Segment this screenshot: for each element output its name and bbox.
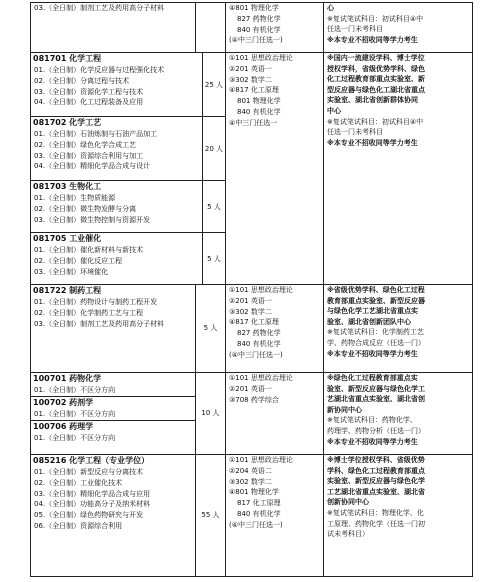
subject-item: ④801 物理化学 — [229, 4, 279, 12]
program-header: 100702 药剂学 — [31, 396, 195, 409]
quota-cell: 10 人 — [196, 373, 226, 455]
program-block — [31, 53, 225, 116]
note-line: ※国内一流建设学科、博士学位 — [327, 54, 425, 62]
subject-item: (④中三门任选一) — [229, 350, 283, 359]
note-line: ※本专业不招收同等学力考生 — [327, 138, 418, 147]
note-line: ※绿色化工过程教育部重点实 — [327, 374, 418, 382]
note-line: 试未考科目） — [327, 530, 369, 539]
subject-item: ④817 化工原理 — [229, 318, 279, 327]
direction-item: 03.（全日制）资源化学工程与技术 — [34, 87, 144, 96]
quota-cell — [196, 3, 226, 53]
subject-item: ③708 药学综合 — [229, 395, 279, 404]
subject-item: ③302 数学二 — [229, 75, 272, 84]
program-group-cell — [31, 53, 226, 285]
table-row — [31, 373, 473, 455]
note-line: 实验室、湖北省创新群体协同 — [327, 96, 418, 105]
subjects-cell — [226, 53, 324, 285]
subject-item: (④中三门任选一) — [229, 36, 283, 45]
subject-item: 817 化工原理 — [237, 499, 281, 508]
note-line: 授权学科，省级优势学科、绿色 — [327, 64, 425, 73]
subject-item: ①101 思想政治理论 — [229, 374, 293, 382]
table-row — [31, 455, 473, 577]
note-line: 学、药物合成反应（任选一门） — [327, 338, 425, 347]
subject-item: ①101 思想政治理论 — [229, 456, 293, 464]
note-line: 药理学、药物分析（任选一门） — [327, 426, 425, 435]
subject-item: 827 药物化学 — [237, 14, 281, 23]
subject-item: ②201 英语一 — [229, 64, 272, 73]
program-block — [31, 180, 225, 232]
direction-item: 01.（全日制）不区分方向 — [34, 386, 116, 394]
note-line: 验室、新型反应器与绿色化学工 — [327, 384, 425, 393]
note-line: ※复试笔试科目：初试科目④中 — [327, 14, 424, 23]
notes-cell — [324, 3, 473, 53]
direction-item: 03.（全日制）微生物控制与资源开发 — [34, 215, 151, 224]
subjects-cell — [226, 3, 324, 53]
note-line: ※本专业不招收同等学力考生 — [327, 437, 418, 446]
subjects-cell — [226, 455, 324, 577]
subject-item: ②201 英语一 — [229, 384, 272, 393]
note-line: ※博士学位授权学科、省级优势 — [327, 456, 425, 464]
program-cell — [31, 3, 196, 53]
direction-item: 04.（全日制）化工过程装备及应用 — [34, 98, 144, 107]
note-line: ※复试笔试科目：初试科目④中 — [327, 117, 424, 126]
subject-item: 840 有机化学 — [237, 339, 281, 348]
program-cell — [31, 285, 196, 373]
note-line: 化工过程教育部重点实验室、新 — [327, 75, 425, 84]
direction-item: 02.（全日制）催化反应工程 — [34, 256, 123, 265]
quota-cell: 55 人 — [196, 455, 226, 577]
note-line: 创新协同中心 — [327, 498, 369, 507]
program-block — [31, 232, 225, 284]
note-line: 新协同中心 — [327, 405, 362, 414]
direction-item: 04.（全日制）功能高分子及纳米材料 — [34, 500, 151, 509]
note-line: ※复试笔试科目：化学制药工艺 — [327, 328, 424, 337]
subject-item: ③302 数学二 — [229, 307, 272, 316]
note-line: 教育部重点实验室、新型反应器 — [327, 296, 425, 305]
direction-item: 05.（全日制）绿色药物研究与开发 — [34, 511, 144, 520]
direction-item: 02.（全日制）化学制药工艺与工程 — [34, 308, 144, 317]
subject-item: 840 有机化学 — [237, 509, 281, 518]
program-header: 081703 生物化工 — [33, 182, 102, 191]
note-line: ※本专业不招收同等学力考生 — [327, 349, 418, 358]
subjects-cell — [226, 373, 324, 455]
admissions-table — [30, 2, 473, 577]
direction-item: 02.（全日制）分离过程与技术 — [34, 76, 130, 85]
note-line: 工艺湖北省重点实验室、湖北省 — [327, 487, 425, 496]
direction-item: 03.（全日制）精细化学品合成与应用 — [34, 489, 151, 498]
quota-value: 5 人 — [202, 181, 225, 232]
direction-item: 01.（全日制）化学反应器与过程强化技术 — [34, 66, 165, 74]
note-line: ※本专业不招收同等学力考生 — [327, 35, 418, 44]
program-header: 081701 化学工程 — [33, 54, 102, 63]
subject-item: ④中三门任选一 — [229, 118, 278, 127]
note-line: 心 — [327, 4, 334, 12]
subject-item: 840 有机化学 — [237, 107, 281, 116]
quota-value: 5 人 — [202, 233, 225, 284]
quota-value: 20 人 — [202, 117, 225, 180]
note-line: 实验室、新型反应器与绿色化学 — [327, 477, 425, 486]
subject-item: ②201 英语一 — [229, 296, 272, 305]
note-line: ※省级优势学科、绿色化工过程 — [327, 286, 425, 294]
note-line: 与绿色化学工艺湖北省重点实 — [327, 307, 418, 316]
direction-item: 04.（全日制）精细化学品合成与设计 — [34, 162, 151, 171]
quota-cell: 5 人 — [196, 285, 226, 373]
direction-item: 03.（全日制）环境催化 — [34, 267, 109, 276]
program-header: 081705 工业催化 — [33, 234, 102, 243]
notes-cell — [324, 285, 473, 373]
subject-item: 840 有机化学 — [237, 25, 281, 34]
note-line: 型反应器与绿色化工湖北省重点 — [327, 85, 425, 94]
note-line: 学科、绿色化工过程教育部重点 — [327, 466, 425, 475]
direction-item: 01.（全日制）新型反应与分离技术 — [34, 468, 144, 476]
note-line: 任选一门未考科目 — [327, 25, 383, 34]
subject-item: ④817 化工原理 — [229, 86, 279, 95]
table-row — [31, 53, 473, 285]
direction-item: 03.（全日制）资源综合利用与加工 — [34, 151, 144, 160]
direction-item: 06.（全日制）资源综合利用 — [34, 521, 123, 530]
direction-item: 01.（全日制）药物设计与制药工程开发 — [34, 298, 158, 306]
program-cell — [31, 373, 196, 455]
table-row — [31, 3, 473, 53]
subject-item: 827 药物化学 — [237, 329, 281, 338]
note-line: 工原理、药物化学（任选一门初 — [327, 519, 425, 528]
direction-item: 03.（全日制）制剂工艺及药用高分子材料 — [34, 4, 165, 12]
direction-item: 01.（全日制）不区分方向 — [34, 409, 116, 418]
program-header: 085216 化学工程（专业学位） — [33, 456, 150, 465]
program-header: 100706 药理学 — [31, 420, 195, 433]
subject-item: ④801 物理化学 — [229, 488, 279, 497]
program-header: 100701 药物化学 — [33, 374, 102, 383]
note-line: 艺湖北省重点实验室、湖北省创 — [327, 395, 425, 404]
note-line: ※复试笔试科目：物理化学、化 — [327, 508, 424, 517]
note-line: 任选一门未考科目 — [327, 128, 383, 137]
table-row — [31, 285, 473, 373]
program-cell — [31, 455, 196, 577]
direction-item: 01.（全日制）生物质能源 — [34, 194, 116, 202]
direction-item: 02.（全日制）工业催化技术 — [34, 478, 123, 487]
note-line: 中心 — [327, 106, 341, 115]
direction-item: 01.（全日制）石油炼制与石油产品加工 — [34, 130, 158, 138]
program-header: 081702 化学工艺 — [33, 118, 102, 127]
direction-item: 02.（全日制）微生物发酵与分离 — [34, 204, 137, 213]
quota-value: 25 人 — [202, 53, 225, 116]
program-block — [31, 116, 225, 180]
subject-item: (④中三门任选一) — [229, 520, 283, 529]
direction-item: 02.（全日制）绿色化学合成工艺 — [34, 140, 137, 149]
notes-cell — [324, 373, 473, 455]
subject-item: 801 物理化学 — [237, 97, 281, 106]
note-line: ※复试笔试科目：药物化学、 — [327, 416, 417, 425]
subject-item: ③302 数学二 — [229, 477, 272, 486]
subject-item: ①101 思想政治理论 — [229, 54, 293, 62]
subject-item: ②204 英语二 — [229, 466, 272, 475]
program-header: 081722 制药工程 — [33, 286, 102, 295]
subjects-cell — [226, 285, 324, 373]
direction-item: 01.（全日制）催化新材料与新技术 — [34, 246, 144, 254]
direction-item: 01.（全日制）不区分方向 — [34, 433, 116, 442]
note-line: 验室、湖北省创新团队中心 — [327, 317, 411, 326]
notes-cell — [324, 455, 473, 577]
notes-cell — [324, 53, 473, 285]
direction-item: 03.（全日制）制剂工艺及药用高分子材料 — [34, 319, 165, 328]
subject-item: ①101 思想政治理论 — [229, 286, 293, 294]
